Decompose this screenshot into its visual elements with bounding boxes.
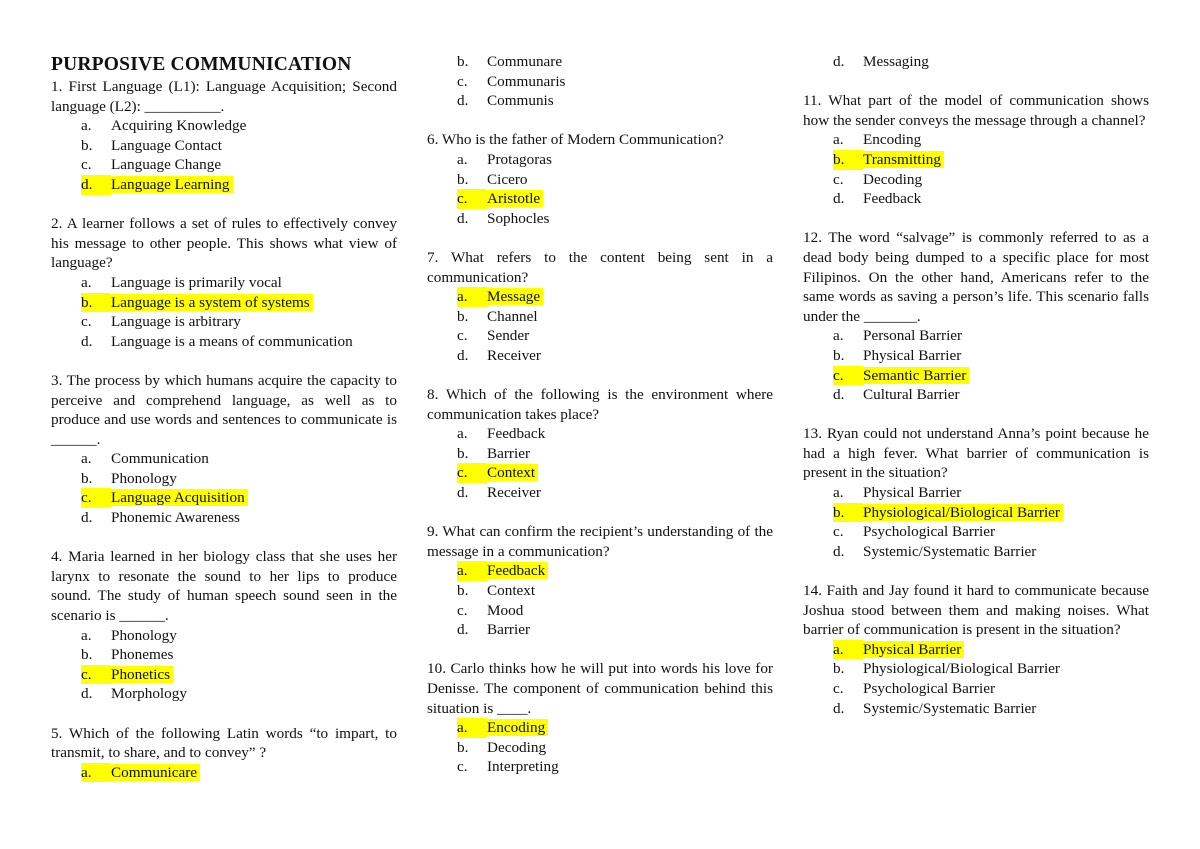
option-10c: c. Interpreting bbox=[457, 758, 559, 776]
option-10d: d. Messaging bbox=[833, 53, 929, 70]
option-2a: a. Language is primarily vocal bbox=[81, 273, 282, 291]
option-14a-answer: a. Physical Barrier bbox=[803, 640, 1149, 660]
question-6-prompt: 6. Who is the father of Modern Communication? bbox=[427, 131, 724, 149]
option-1c: c. Language Change bbox=[81, 156, 222, 174]
column-3 bbox=[803, 52, 1149, 718]
option-7c: c. Sender bbox=[457, 327, 530, 345]
question-2-options bbox=[51, 273, 397, 351]
question-14-options bbox=[803, 640, 1149, 718]
question-2-prompt: 2. A learner follows a set of rules to effectively convey his message to other people. This shows what view of language? bbox=[51, 215, 397, 272]
question-10-options-part1 bbox=[427, 718, 773, 777]
question-7-options bbox=[427, 287, 773, 365]
option-11b-answer: b. Transmitting bbox=[803, 150, 1149, 170]
option-9c: c. Mood bbox=[457, 601, 524, 619]
option-5d: d. Communis bbox=[457, 92, 554, 110]
option-9a-answer: a. Feedback bbox=[427, 561, 773, 581]
option-4c-answer: c. Phonetics bbox=[51, 665, 397, 685]
option-12d: d. Cultural Barrier bbox=[833, 386, 960, 404]
option-14d: d. Systemic/Systematic Barrier bbox=[833, 699, 1037, 717]
option-8b: b. Barrier bbox=[457, 444, 531, 462]
option-5c: c. Communaris bbox=[457, 72, 566, 90]
question-11-prompt: 11. What part of the model of communication shows how the sender conveys the message through a channel? bbox=[803, 92, 1149, 129]
question-1-options bbox=[51, 116, 397, 194]
option-1d-answer: d. Language Learning bbox=[51, 175, 397, 195]
question-5-options-part2 bbox=[427, 52, 773, 111]
option-13a: a. Physical Barrier bbox=[833, 484, 962, 502]
question-12-prompt: 12. The word “salvage” is commonly referred to as a dead body being dumped to a specific place for most Filipinos. On the other hand, Americans refer to the same words as saving a person’s life. This scenario falls under the _______. bbox=[803, 229, 1149, 325]
option-13b-answer: b. Physiological/Biological Barrier bbox=[803, 503, 1149, 523]
question-9-prompt: 9. What can confirm the recipient’s understanding of the message in a communication? bbox=[427, 523, 773, 560]
option-7d: d. Receiver bbox=[457, 346, 541, 364]
option-3b: b. Phonology bbox=[81, 469, 177, 487]
option-6b: b. Cicero bbox=[457, 170, 528, 188]
option-5b: b. Communare bbox=[457, 53, 563, 70]
question-4-prompt: 4. Maria learned in her biology class that she uses her larynx to resonate the sound to her lips to produce sound. The study of human speech sound seen in the scenario is ______. bbox=[51, 548, 397, 625]
option-8d: d. Receiver bbox=[457, 484, 541, 502]
column-1 bbox=[51, 52, 397, 782]
option-3a: a. Communication bbox=[81, 450, 209, 468]
document-title: PURPOSIVE COMMUNICATION bbox=[51, 54, 352, 75]
option-14c: c. Psychological Barrier bbox=[833, 680, 996, 697]
question-7-prompt: 7. What refers to the content being sent in a communication? bbox=[427, 248, 773, 286]
option-11d: d. Feedback bbox=[833, 190, 922, 208]
option-4b: b. Phonemes bbox=[81, 646, 174, 664]
option-12a: a. Personal Barrier bbox=[833, 327, 963, 345]
option-4a: a. Phonology bbox=[81, 626, 177, 644]
option-13d: d. Systemic/Systematic Barrier bbox=[833, 542, 1037, 560]
option-2c: c. Language is arbitrary bbox=[81, 313, 241, 331]
question-12-options bbox=[803, 326, 1149, 404]
question-9-options bbox=[427, 561, 773, 639]
option-3c-answer: c. Language Acquisition bbox=[51, 488, 397, 508]
option-6c-answer: c. Aristotle bbox=[427, 189, 773, 209]
question-10-options-part2 bbox=[803, 52, 1149, 72]
option-5a-answer: a. Communicare bbox=[51, 763, 397, 783]
question-13-options bbox=[803, 483, 1149, 561]
option-13c: c. Psychological Barrier bbox=[833, 523, 996, 541]
option-8a: a. Feedback bbox=[457, 425, 546, 443]
option-2b-answer: b. Language is a system of systems bbox=[51, 293, 397, 313]
question-3-prompt: 3. The process by which humans acquire the capacity to perceive and comprehend language, as well as to produce and use words and sentences to communicate is ______. bbox=[51, 371, 397, 448]
option-4d: d. Morphology bbox=[81, 685, 187, 703]
question-5-options-part1 bbox=[51, 763, 397, 783]
option-12b: b. Physical Barrier bbox=[833, 346, 962, 364]
question-8-options bbox=[427, 424, 773, 502]
question-1-prompt: 1. First Language (L1): Language Acquisition; Second language (L2): __________. bbox=[51, 78, 397, 115]
option-9b: b. Context bbox=[457, 582, 536, 600]
option-10b: b. Decoding bbox=[457, 738, 547, 756]
option-3d: d. Phonemic Awareness bbox=[81, 509, 240, 527]
option-6a: a. Protagoras bbox=[457, 150, 552, 168]
question-11-options bbox=[803, 130, 1149, 208]
question-6-options bbox=[427, 150, 773, 228]
question-13-prompt: 13. Ryan could not understand Anna’s point because he had a high fever. What barrier of communication is present in the situation? bbox=[803, 425, 1149, 482]
option-1b: b. Language Contact bbox=[81, 136, 222, 154]
question-8-prompt: 8. Which of the following is the environment where communication takes place? bbox=[427, 386, 773, 423]
option-11c: c. Decoding bbox=[833, 170, 923, 188]
option-6d: d. Sophocles bbox=[457, 209, 550, 227]
option-11a: a. Encoding bbox=[833, 131, 922, 149]
question-10-prompt: 10. Carlo thinks how he will put into words his love for Denisse. The component of communication behind this situation is ____. bbox=[427, 660, 773, 717]
option-1a: a. Acquiring Knowledge bbox=[81, 117, 247, 135]
question-14-prompt: 14. Faith and Jay found it hard to communicate because Joshua stood between them and making noises. What barrier of communication is present in the situation? bbox=[803, 582, 1149, 639]
column-2 bbox=[427, 52, 773, 777]
question-3-options bbox=[51, 449, 397, 527]
option-12c-answer: c. Semantic Barrier bbox=[803, 366, 1149, 386]
option-7b: b. Channel bbox=[457, 307, 538, 325]
option-8c-answer: c. Context bbox=[427, 463, 773, 483]
option-9d: d. Barrier bbox=[457, 621, 531, 639]
question-5-prompt: 5. Which of the following Latin words “to impart, to transmit, to share, and to convey” ? bbox=[51, 724, 397, 762]
option-7a-answer: a. Message bbox=[427, 287, 773, 307]
option-2d: d. Language is a means of communication bbox=[81, 332, 353, 350]
question-4-options bbox=[51, 626, 397, 704]
option-10a-answer: a. Encoding bbox=[427, 718, 773, 738]
option-14b: b. Physiological/Biological Barrier bbox=[833, 660, 1060, 678]
